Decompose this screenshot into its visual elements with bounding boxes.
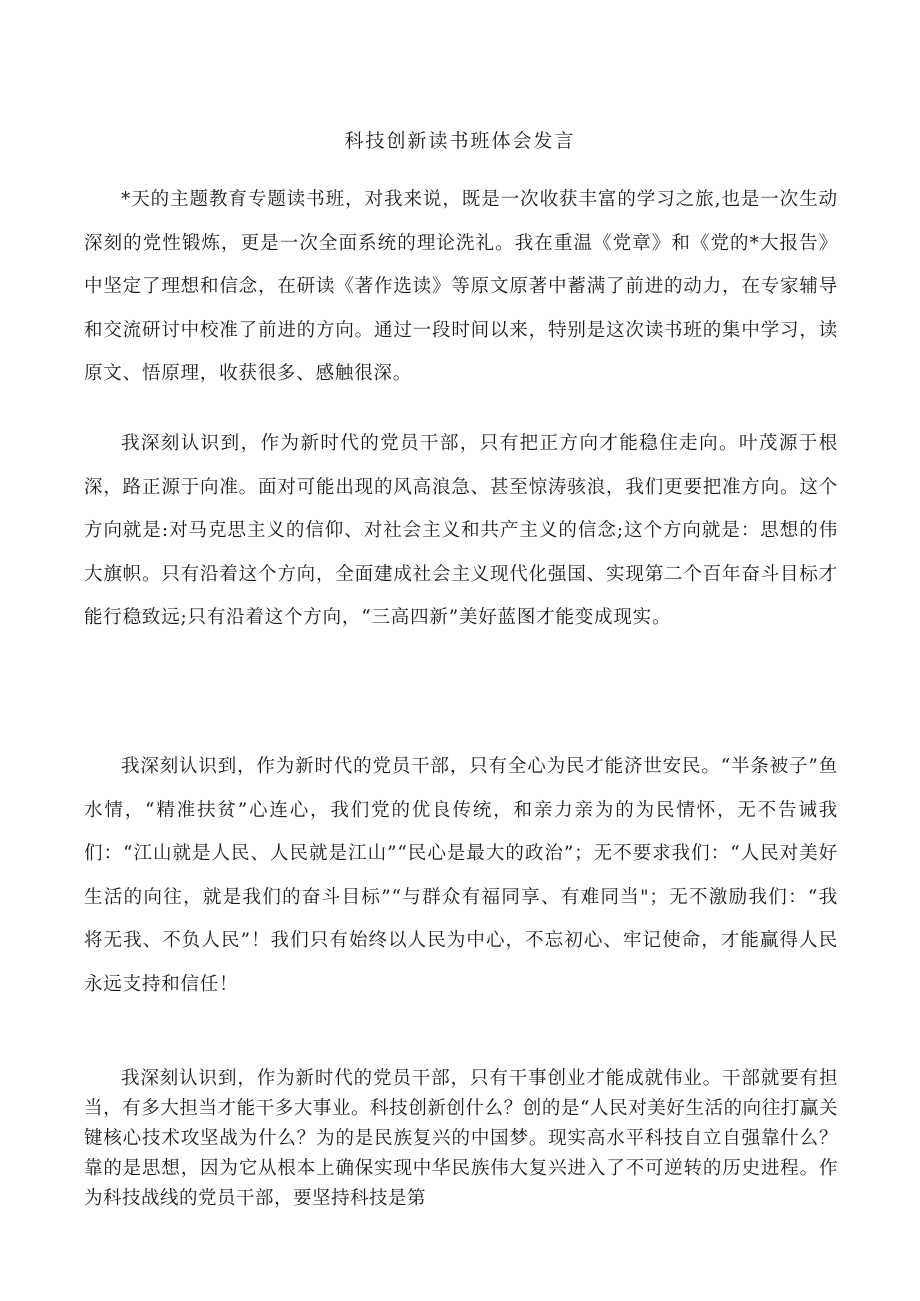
- paragraph-direction: 我深刻认识到，作为新时代的党员干部，只有把正方向才能稳住走向。叶茂源于根深，路正源于向准。面对可能出现的风高浪急、甚至惊涛骇浪，我们更要把准方向。这个方向就是:对马克思主义的信仰、对社会主义和共产主义的信念;这个方向就是：思想的伟大旗帜。只有沿着这个方向，全面建成社会主义现代化强国、实现第二个百年奋斗目标才能行稳致远;只有沿着这个方向，“三高四新”美好蓝图才能变成现实。: [84, 433, 839, 628]
- paragraph-career: 我深刻认识到，作为新时代的党员干部，只有干事创业才能成就伟业。干部就要有担当，有多大担当才能干多大事业。科技创新创什么？创的是“人民对美好生活的向往打赢关键核心技术攻坚战为什么？为的是民族复兴的中国梦。现实高水平科技自立自强靠什么？靠的是思想，因为它从根本上确保实现中华民族伟大复兴进入了不可逆转的历史进程。作为科技战线的党员干部，要坚持科技是第: [84, 1068, 838, 1209]
- paragraph-intro: *天的主题教育专题读书班，对我来说，既是一次收获丰富的学习之旅,也是一次生动深刻的党性锻炼，更是一次全面系统的理论洗礼。我在重温《党章》和《党的*大报告》中坚定了理想和信念，在研读《著作选读》等原文原著中蓄满了前进的动力，在专家辅导和交流研讨中校准了前进的方向。通过一段时间以来，特别是这次读书班的集中学习，读原文、悟原理，收获很多、感触很深。: [84, 189, 838, 384]
- document-title: 科技创新读书班体会发言: [344, 130, 576, 152]
- paragraph-people: 我深刻认识到，作为新时代的党员干部，只有全心为民才能济世安民。“半条被子”鱼水情，“精准扶贫”心连心，我们党的优良传统，和亲力亲为的为民情怀，无不告诫我们：“江山就是人民、人民就是江山”“民心是最大的政治”；无不要求我们：“人民对美好生活的向往，就是我们的奋斗目标”“与群众有福同享、有难同当"；无不激励我们：“我将无我、不负人民”！我们只有始终以人民为中心，不忘初心、牢记使命，才能赢得人民永远支持和信任！: [84, 756, 838, 995]
